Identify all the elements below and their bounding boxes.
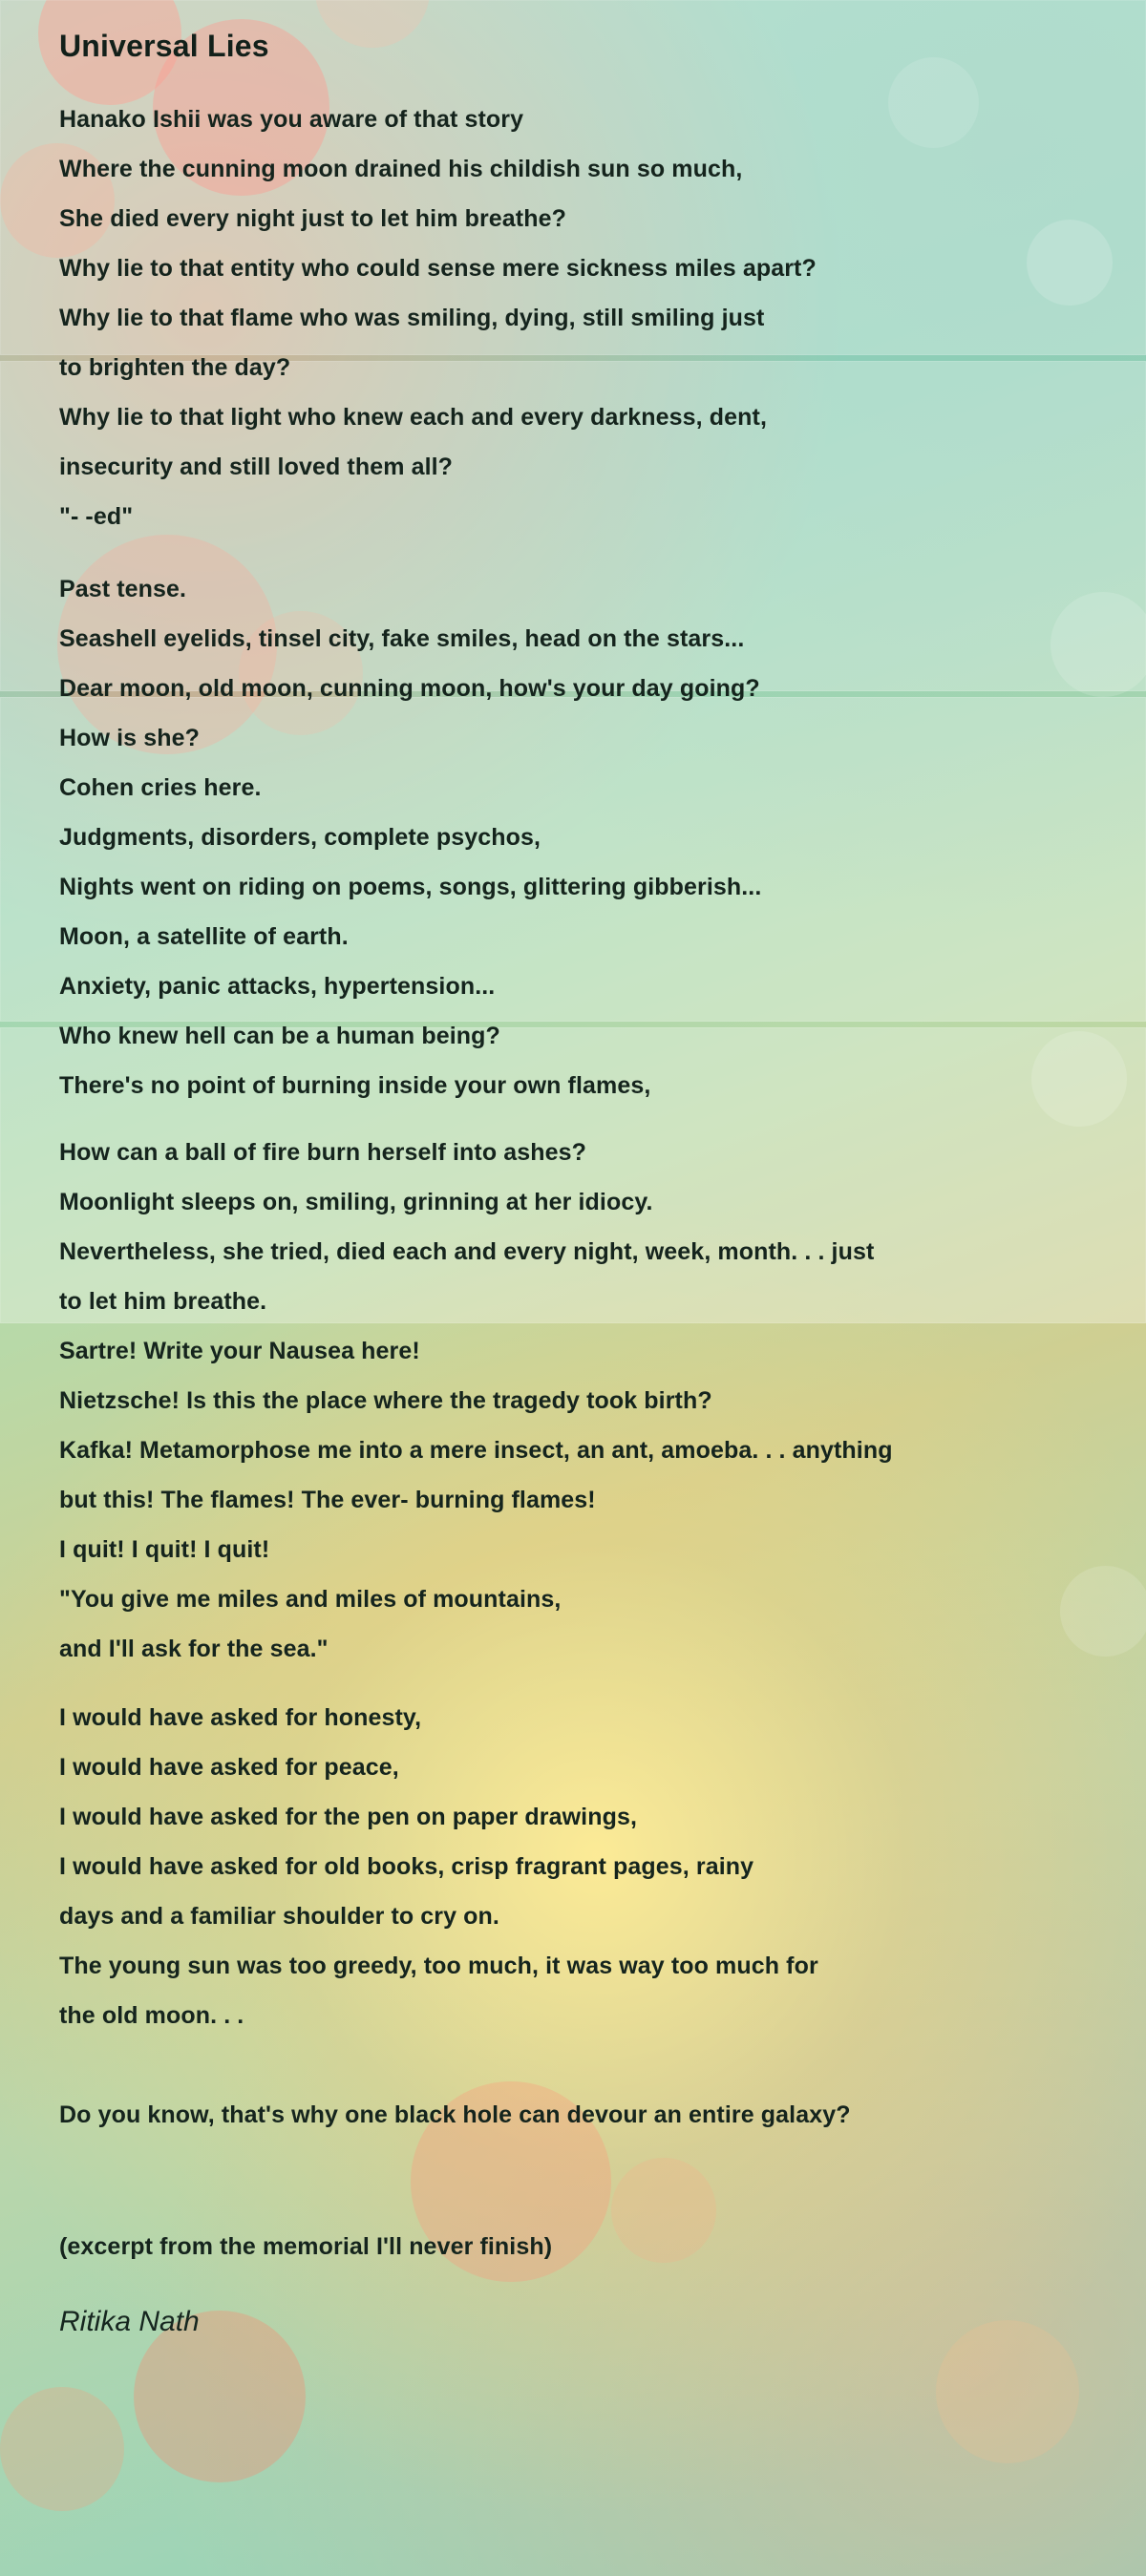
stanza-2 bbox=[0, 564, 1146, 1110]
poem-line: Judgments, disorders, complete psychos, bbox=[59, 824, 541, 851]
poem-line: "You give me miles and miles of mountains, bbox=[59, 1586, 562, 1613]
poem-line: Kafka! Metamorphose me into a mere insect, an ant, amoeba. . . anything bbox=[59, 1437, 893, 1464]
poem-line: I would have asked for peace, bbox=[59, 1754, 399, 1781]
poem-line: Dear moon, old moon, cunning moon, how's your day going? bbox=[59, 675, 760, 702]
excerpt-note bbox=[0, 2222, 1146, 2271]
poem-line: Who knew hell can be a human being? bbox=[59, 1023, 500, 1049]
poem-line: Cohen cries here. bbox=[59, 774, 262, 801]
poem-line: Nights went on riding on poems, songs, glittering gibberish... bbox=[59, 874, 762, 900]
stanza-1 bbox=[0, 95, 1146, 541]
poem-line: Hanako Ishii was you aware of that story bbox=[59, 106, 524, 133]
stanza-4 bbox=[0, 1693, 1146, 2140]
poem-line: Seashell eyelids, tinsel city, fake smiles, head on the stars... bbox=[59, 625, 745, 652]
poem-line: Why lie to that entity who could sense mere sickness miles apart? bbox=[59, 255, 817, 282]
poem-line: Why lie to that light who knew each and every darkness, dent, bbox=[59, 404, 767, 431]
poem-line: the old moon. . . bbox=[59, 2002, 244, 2029]
poem-line: Past tense. bbox=[59, 576, 187, 602]
poem-line: Moonlight sleeps on, smiling, grinning at her idiocy. bbox=[59, 1189, 653, 1215]
poem-line: days and a familiar shoulder to cry on. bbox=[59, 1903, 499, 1930]
poem-line: Moon, a satellite of earth. bbox=[59, 923, 349, 950]
poem-line: She died every night just to let him breathe? bbox=[59, 205, 566, 232]
poem-line: and I'll ask for the sea." bbox=[59, 1636, 329, 1662]
poem-line: Do you know, that's why one black hole can devour an entire galaxy? bbox=[59, 2101, 851, 2128]
poem-line: Where the cunning moon drained his childish sun so much, bbox=[59, 156, 743, 182]
poem-line: How can a ball of fire burn herself into ashes? bbox=[59, 1139, 587, 1166]
poem-line: Why lie to that flame who was smiling, dying, still smiling just bbox=[59, 305, 765, 331]
poem-line: Nevertheless, she tried, died each and every night, week, month. . . just bbox=[59, 1238, 875, 1265]
stanza-3 bbox=[0, 1128, 1146, 1674]
poem-line: Nietzsche! Is this the place where the tragedy took birth? bbox=[59, 1387, 712, 1414]
poem-line: I quit! I quit! I quit! bbox=[59, 1536, 270, 1563]
poem-line: Anxiety, panic attacks, hypertension... bbox=[59, 973, 496, 1000]
excerpt-note-text: (excerpt from the memorial I'll never finish) bbox=[59, 2233, 553, 2260]
poem-line: "- -ed" bbox=[59, 503, 134, 530]
poem-line: The young sun was too greedy, too much, it was way too much for bbox=[59, 1953, 818, 1979]
poem-line: but this! The flames! The ever- burning flames! bbox=[59, 1487, 596, 1513]
page-title: Universal Lies bbox=[59, 29, 269, 63]
author-signature: Ritika Nath bbox=[59, 2306, 200, 2337]
poem-line: to let him breathe. bbox=[59, 1288, 267, 1315]
poem-line: I would have asked for the pen on paper drawings, bbox=[59, 1804, 638, 1830]
poem-line: There's no point of burning inside your own flames, bbox=[59, 1072, 651, 1099]
bokeh-circle bbox=[936, 2320, 1079, 2463]
poem-line: How is she? bbox=[59, 725, 200, 751]
poem-line: I would have asked for old books, crisp fragrant pages, rainy bbox=[59, 1853, 754, 1880]
poem-line: I would have asked for honesty, bbox=[59, 1704, 422, 1731]
poem-line: to brighten the day? bbox=[59, 354, 291, 381]
poem-line: Sartre! Write your Nausea here! bbox=[59, 1338, 420, 1364]
poem-line: insecurity and still loved them all? bbox=[59, 454, 454, 480]
blank-line bbox=[59, 2040, 1146, 2090]
bokeh-circle bbox=[0, 2387, 124, 2511]
